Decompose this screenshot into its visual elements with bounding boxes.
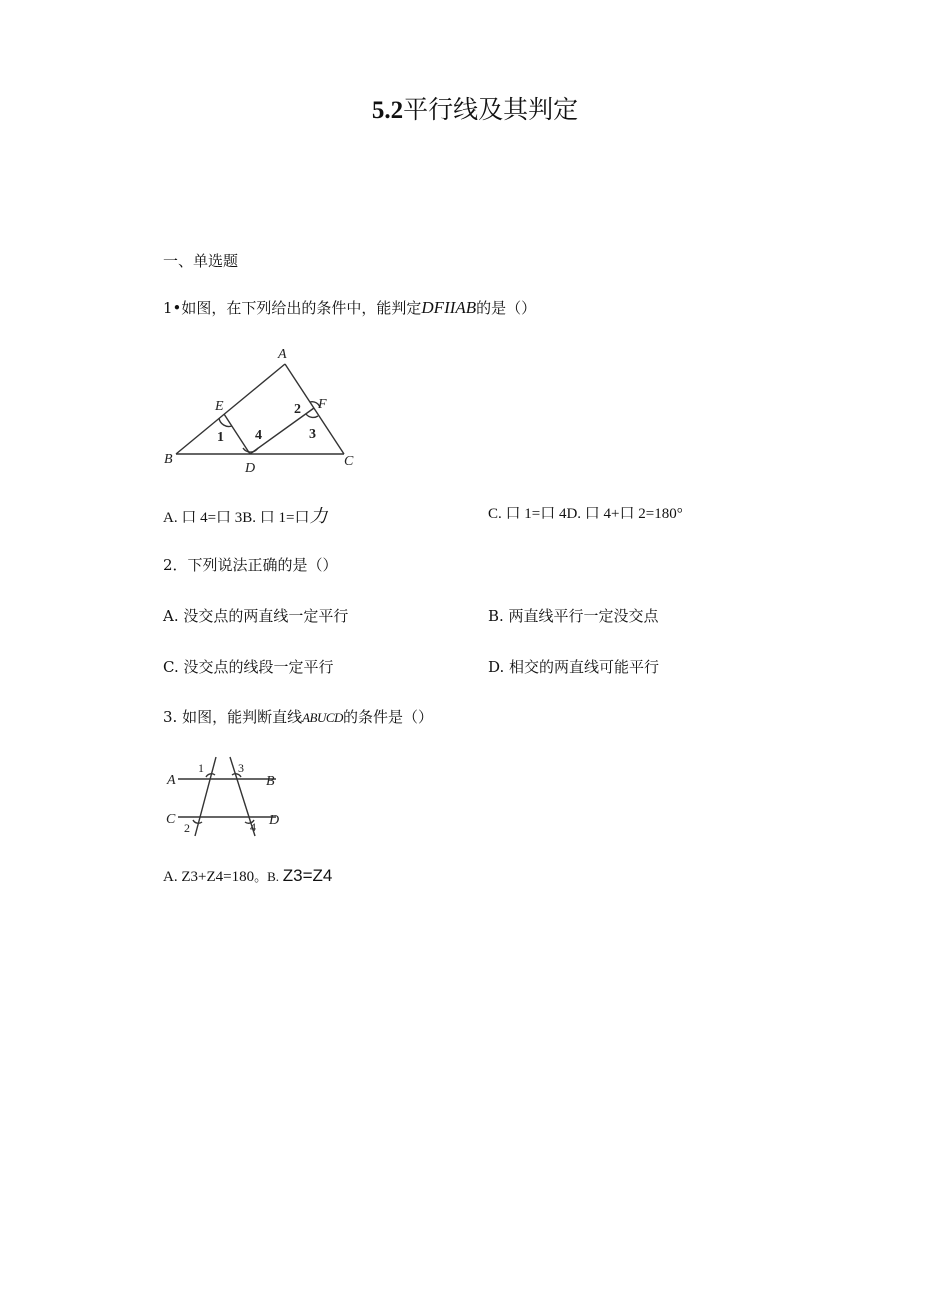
q1-option-cd: C. 口 1=口 4D. 口 4+口 2=180° [488,506,683,522]
label-C: C [166,812,176,827]
label-B: B [266,774,275,789]
question-1-stem [163,297,536,318]
label-angle-2: 2 [294,402,301,417]
q1-option-a-text: A. 口 4=口 3B. 口 1=口 [163,510,310,526]
q3-parallel-lines-figure [160,752,290,840]
q1-prefix: 1•如图，在下列给出的条件中，能判定 [163,299,422,317]
q1-italic: DFIIAB [421,298,477,317]
q3-option-b: Z3=Z4 [282,866,333,885]
label-angle-1: 1 [198,761,204,775]
label-D: D [269,813,280,828]
q2-option-a: A. 没交点的两直线一定平行 [163,607,349,625]
q3-prefix: 3. 如图，能判断直线 [163,708,303,726]
q2-option-d: D. 相交的两直线可能平行 [488,658,660,676]
angle-4-arc [243,448,258,452]
q3-option-a-tail: 。B. [254,869,279,884]
line-ED [224,414,250,454]
title-number: 5.2 [371,97,404,124]
label-angle-2: 2 [184,821,190,835]
page-title [0,90,950,126]
label-D: D [245,461,256,476]
label-angle-4: 4 [255,428,262,443]
question-3-stem [163,706,433,727]
label-C: C [344,454,354,469]
q2-option-c: C. 没交点的线段一定平行 [163,658,334,676]
angle-3-arc [306,414,318,417]
section-heading: 一、单选题 [163,252,239,270]
label-angle-1: 1 [217,430,224,445]
question-2-stem: 2．下列说法正确的是（） [163,556,338,574]
label-A: A [167,773,176,788]
label-angle-3: 3 [309,427,316,442]
q2-option-b: B. 两直线平行一定没交点 [488,607,659,625]
angle-2-arc [193,820,202,823]
q3-options [163,866,332,886]
q1-option-b-tail: 力 [309,506,328,526]
q1-option-ab [163,502,328,528]
label-E: E [215,399,224,414]
label-angle-3: 3 [238,761,244,775]
label-F: F [318,397,327,412]
label-angle-4: 4 [250,820,256,834]
q1-suffix: 的是（） [476,299,537,317]
title-text: 平行线及其判定 [403,95,579,124]
q3-italic: ABUCD [302,710,343,725]
q3-suffix: 的条件是（） [342,708,433,726]
q1-triangle-figure [160,342,370,478]
label-A: A [278,347,287,362]
label-B: B [164,452,173,467]
q3-option-a: A. Z3+Z4=180 [163,869,255,885]
